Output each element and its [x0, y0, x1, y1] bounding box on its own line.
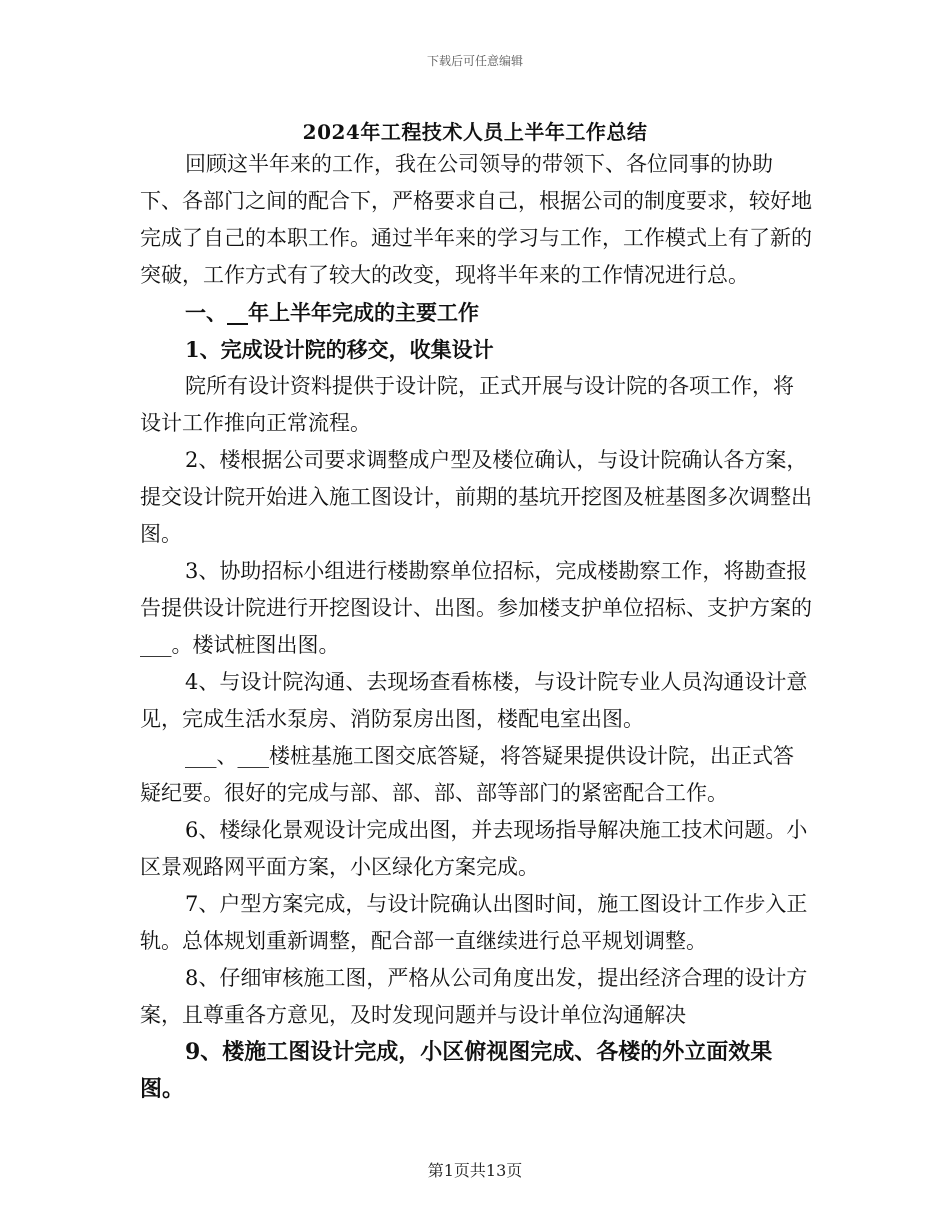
body-paragraph: 8、仔细审核施工图，严格从公司角度出发，提出经济合理的设计方案，且尊重各方意见，及时发现问题并与设计单位沟通解决: [140, 966, 808, 1027]
intro-paragraph: 回顾这半年来的工作，我在公司领导的带领下、各位同事的协助下、各部门之间的配合下，严格要求自己，根据公司的制度要求，较好地完成了自己的本职工作。通过半年来的学习与工作，工作模式上有了新的突破，工作方式有了较大的改变，现将半年来的工作情况进行总。: [140, 152, 812, 287]
body-paragraph: 2、楼根据公司要求调整成户型及楼位确认，与设计院确认各方案，提交设计院开始进入施工图设计，前期的基坑开挖图及桩基图多次调整出图。: [140, 448, 812, 546]
page-header: 下载后可任意编辑: [426, 54, 523, 68]
document-body: [140, 146, 812, 1108]
body-paragraph: 3、协助招标小组进行楼勘察单位招标，完成楼勘察工作，将勘查报告提供设计院进行开挖图设计、出图。参加楼支护单位招标、支护方案的___。楼试桩图出图。: [140, 559, 812, 657]
body-paragraph: 4、与设计院沟通、去现场查看栋楼，与设计院专业人员沟通设计意见，完成生活水泵房、消防泵房出图，楼配电室出图。: [140, 670, 808, 731]
subsection-heading: 1、完成设计院的移交，收集设计: [185, 337, 494, 362]
bold-item-heading: 9、楼施工图设计完成，小区俯视图完成、各楼的外立面效果图。: [140, 1039, 773, 1102]
body-paragraph: 6、楼绿化景观设计完成出图，并去现场指导解决施工技术问题。小区景观路网平面方案，小区绿化方案完成。: [140, 818, 808, 879]
document-title: 2024年工程技术人员上半年工作总结: [302, 120, 648, 144]
page-footer: 第1页共13页: [427, 1161, 523, 1180]
body-paragraph: 7、户型方案完成，与设计院确认出图时间，施工图设计工作步入正轨。总体规划重新调整，配合部一直继续进行总平规划调整。: [140, 892, 808, 953]
section-heading: 一、__年上半年完成的主要工作: [185, 300, 479, 325]
body-paragraph: 院所有设计资料提供于设计院，正式开展与设计院的各项工作，将设计工作推向正常流程。: [140, 374, 794, 435]
body-paragraph: ___、___楼桩基施工图交底答疑，将答疑果提供设计院，出正式答疑纪要。很好的完成与部、部、部、部等部门的紧密配合工作。: [140, 744, 794, 805]
